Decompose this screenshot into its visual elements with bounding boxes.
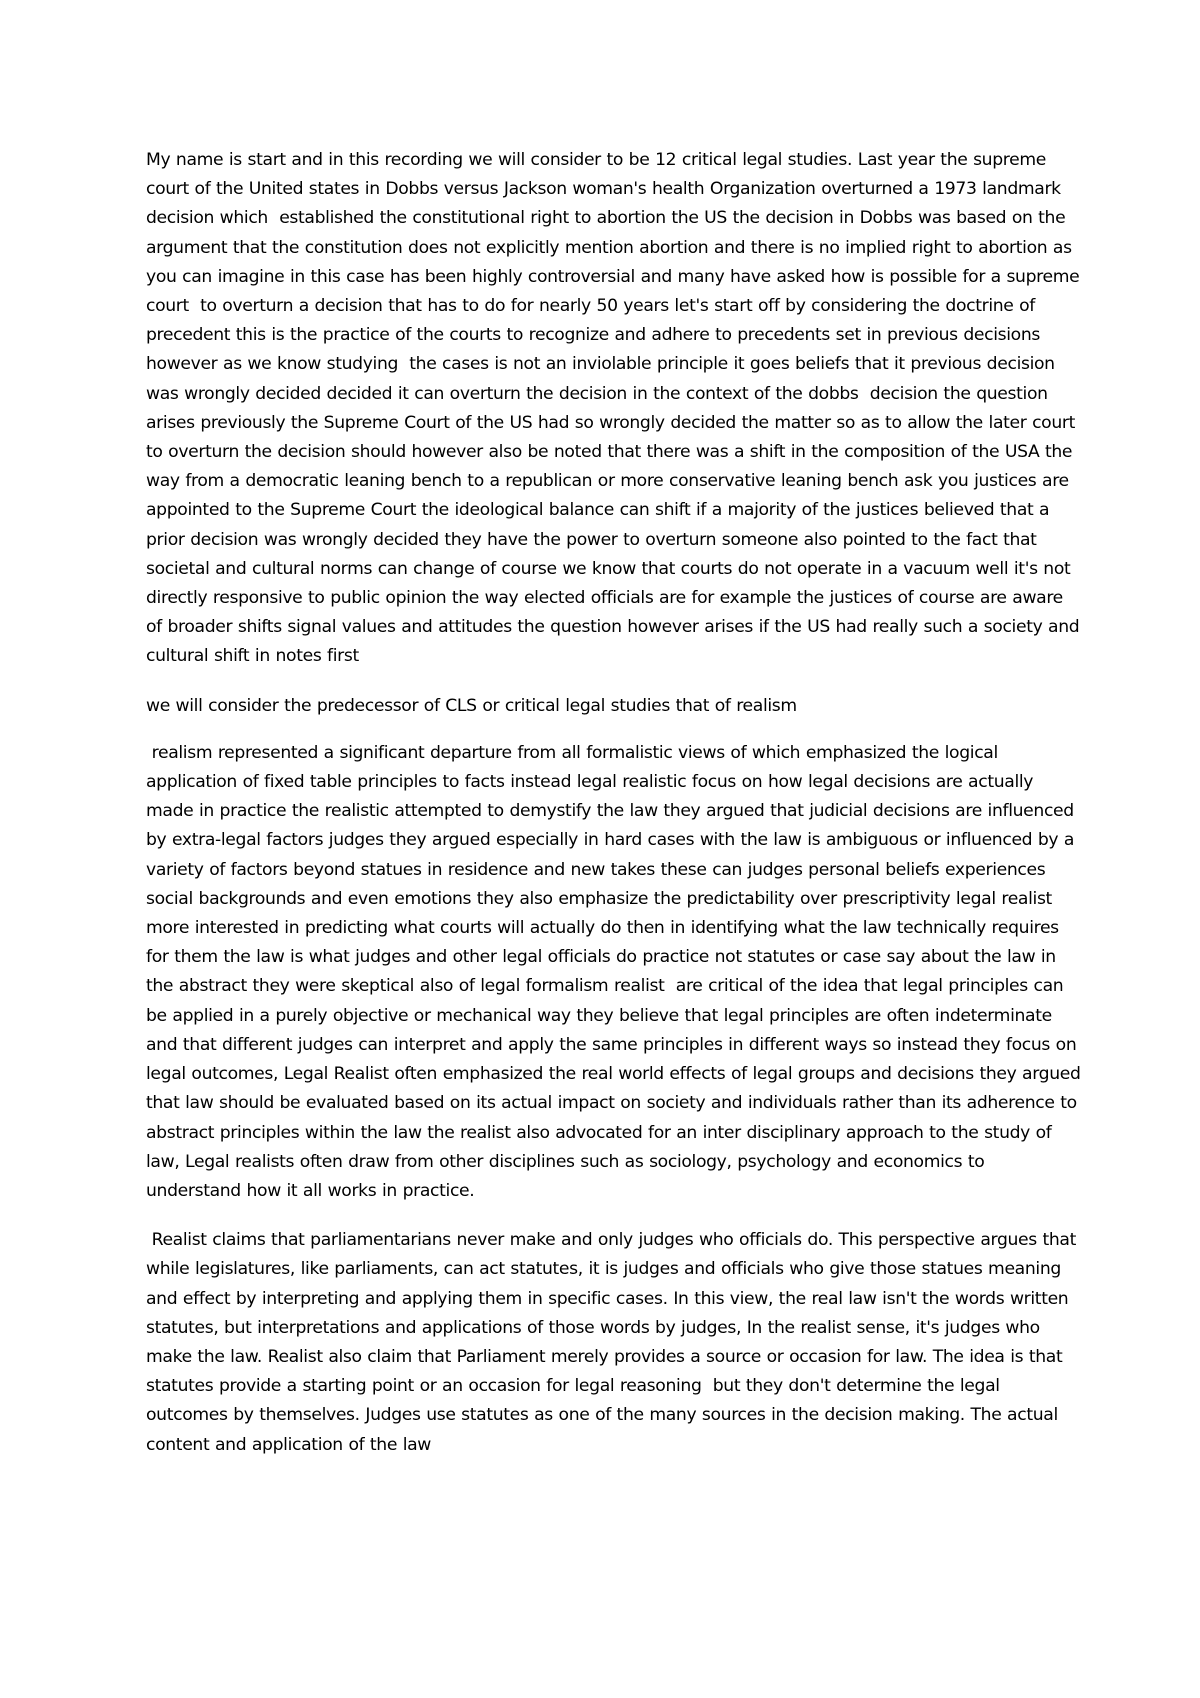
paragraph-judges-make-law: Realist claims that parliamentarians never make and only judges who officials do. This perspective argues that while legislatures, like parliaments, can act statutes, it is judges and officials who give those statues meaning and effect by interpreting and applying them in specific cases. In this view, the real law isn't the words written statutes, but interpretations and applications of those words by judges, In the realist sense, it's judges who make the law. Realist also claim that Parliament merely provides a source or occasion for law. The idea is that statutes provide a starting point or an occasion for legal reasoning but they don't determine the legal outcomes by themselves. Judges use statutes as one of the many sources in the decision making. The actual content and application of the law (146, 1230, 1082, 1455)
paragraph-dobbs-precedent: My name is start and in this recording we will consider to be 12 critical legal studies. Last year the supreme court of the United states in Dobbs versus Jackson woman's health Organization overturned a 1973 landmark decision which established the constitutional right to abortion the US the decision in Dobbs was based on the argument that the constitution does not explicitly mention abortion and there is no implied right to abortion as you can imagine in this case has been highly controversial and many have asked how is possible for a supreme court to overturn a decision that has to do for nearly 50 years let's start off by considering the doctrine of precedent this is the practice of the courts to recognize and adhere to precedents set in previous decisions however as we know studying the cases is not an inviolable principle it goes beliefs that it previous decision was wrongly decided decided it can overturn the decision in the context of the dobbs decision the question arises previously the Supreme Court of the US had so wrongly decided the matter so as to allow the later court to overturn the decision should however also be noted that there was a shift in the composition of the USA the way from a democratic leaning bench to a republican or more conservative leaning bench ask you justices are appointed to the Supreme Court the ideological balance can shift if a majority of the justices believed that a prior decision was wrongly decided they have the power to overturn someone also pointed to the fact that societal and cultural norms can change of course we know that courts do not operate in a vacuum well it's not directly responsive to public opinion the way elected officials are for example the justices of course are aware of broader shifts signal values and attitudes the question however arises if the US had really such a society and cultural shift in notes first (146, 150, 1085, 667)
paragraph-legal-realism: realism represented a significant departure from all formalistic views of which emphasized the logical application of fixed table principles to facts instead legal realistic focus on how legal decisions are actually made in practice the realistic attempted to demystify the law they argued that judicial decisions are influenced by extra-legal factors judges they argued especially in hard cases with the law is ambiguous or influenced by a variety of factors beyond statues in residence and new takes these can judges personal beliefs experiences social backgrounds and even emotions they also emphasize the predictability over prescriptivity legal realist more interested in predicting what courts will actually do then in identifying what the law technically requires for them the law is what judges and other legal officials do practice not statutes or case say about the law in the abstract they were skeptical also of legal formalism realist are critical of the idea that legal principles can be applied in a purely objective or mechanical way they believe that legal principles are often indeterminate and that different judges can interpret and apply the same principles in different ways so instead they focus on legal outcomes, Legal Realist often emphasized the real world effects of legal groups and decisions they argued that law should be evaluated based on its actual impact on society and individuals rather than its adherence to abstract principles within the law the realist also advocated for an inter disciplinary approach to the study of law, Legal realists often draw from other disciplines such as sociology, psychology and economics to understand how it all works in practice. (146, 742, 1087, 1201)
paragraph-cls-predecessor: we will consider the predecessor of CLS or critical legal studies that of realism (146, 695, 797, 716)
